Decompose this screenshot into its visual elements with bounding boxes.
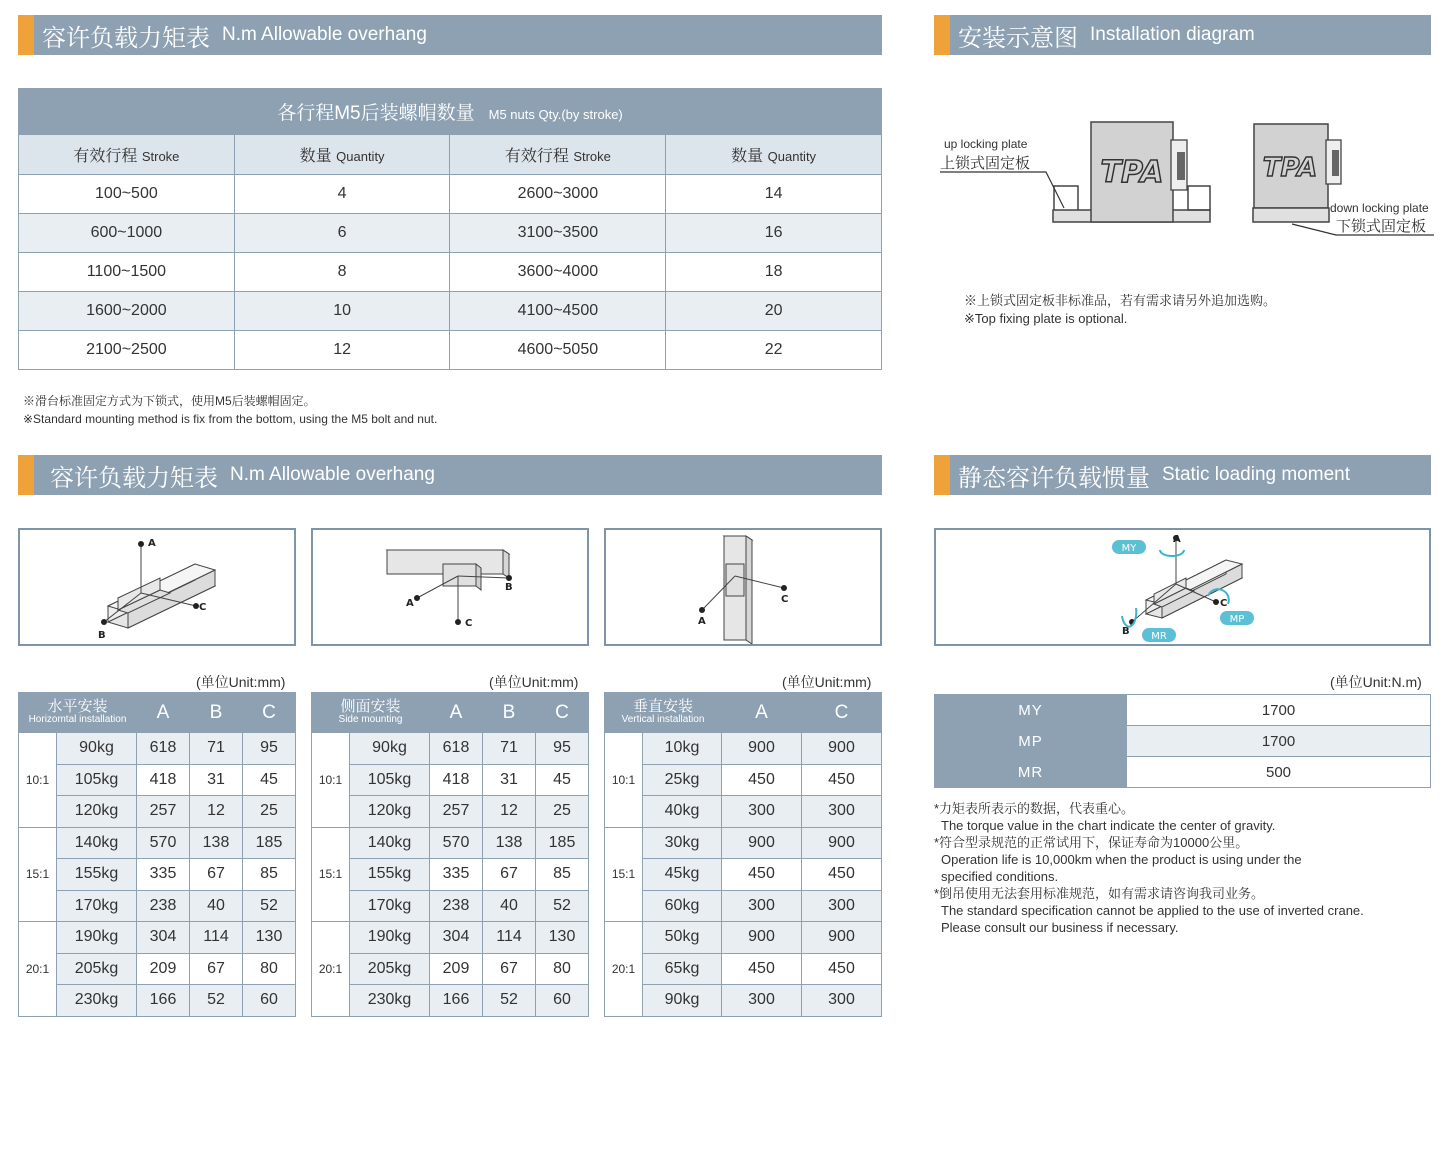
install-type-header: 侧面安装 Side mounting	[312, 693, 430, 733]
static-moment-notes	[934, 800, 1364, 936]
unit-label: (单位Unit:N.m)	[1330, 674, 1422, 690]
value-cell: 300	[722, 796, 802, 828]
table-row	[19, 953, 296, 985]
section-title-zh: 容许负载力矩表	[50, 463, 218, 492]
value-cell: 67	[483, 859, 536, 891]
value-cell: 900	[722, 827, 802, 859]
table-row	[19, 331, 882, 370]
value-cell: 300	[722, 890, 802, 922]
up-locking-slide	[940, 122, 1210, 222]
horizontal-mount-diagram	[18, 528, 296, 646]
value-cell: 12	[190, 796, 243, 828]
value-cell: 31	[190, 764, 243, 796]
table-row	[19, 253, 882, 292]
axis-b-label: B	[1122, 626, 1130, 637]
value-cell: 900	[802, 733, 882, 765]
table-row	[605, 859, 882, 891]
column-header: A	[430, 693, 483, 733]
table-row	[312, 890, 589, 922]
value-cell: 138	[483, 827, 536, 859]
load-cell: 10kg	[643, 733, 722, 765]
section-title-en: Static loading moment	[1162, 464, 1350, 485]
section-title-zh: 容许负载力矩表	[42, 23, 210, 52]
table-row	[935, 757, 1431, 788]
moment-key: MR	[935, 757, 1127, 788]
value-cell: 130	[536, 922, 589, 954]
table-row	[19, 796, 296, 828]
value-cell: 12	[483, 796, 536, 828]
side-mount-diagram	[311, 528, 589, 646]
table-row	[19, 985, 296, 1017]
note-en: Operation life is 10,000km when the product is using under the	[941, 852, 1302, 867]
section-title-en: N.m Allowable overhang	[230, 464, 435, 485]
value-cell: 67	[190, 953, 243, 985]
value-cell: 114	[483, 922, 536, 954]
svg-text:MY: MY	[1121, 543, 1137, 554]
table-cell: 4100~4500	[450, 292, 666, 331]
value-cell: 335	[137, 859, 190, 891]
table-row	[19, 292, 882, 331]
ratio-cell: 10:1	[312, 733, 350, 828]
static-moment-diagram	[934, 528, 1431, 646]
table-cell: 600~1000	[19, 214, 235, 253]
value-cell: 166	[137, 985, 190, 1017]
value-cell: 114	[190, 922, 243, 954]
value-cell: 25	[536, 796, 589, 828]
table-cell: 16	[666, 214, 882, 253]
header-quantity: 数量 Quantity	[234, 135, 450, 175]
horizontal-overhang-table	[18, 692, 296, 1017]
column-header: A	[722, 693, 802, 733]
value-cell: 300	[722, 985, 802, 1017]
load-cell: 30kg	[643, 827, 722, 859]
value-cell: 618	[430, 733, 483, 765]
value-cell: 67	[483, 953, 536, 985]
table-row	[605, 796, 882, 828]
table-row	[312, 922, 589, 954]
up-locking-label-zh: 上锁式固定板	[940, 154, 1031, 172]
table-header-row	[605, 693, 882, 733]
section-title-en: N.m Allowable overhang	[222, 24, 427, 45]
axis-a-label: A	[1173, 534, 1181, 545]
header-stroke: 有效行程 Stroke	[450, 135, 666, 175]
load-cell: 90kg	[57, 733, 137, 765]
table-cell: 20	[666, 292, 882, 331]
tpa-logo: TPA	[1262, 153, 1318, 183]
moment-key: MY	[935, 695, 1127, 726]
moment-value: 500	[1127, 757, 1431, 788]
load-cell: 170kg	[350, 890, 430, 922]
table-row	[19, 922, 296, 954]
load-cell: 170kg	[57, 890, 137, 922]
load-cell: 65kg	[643, 953, 722, 985]
value-cell: 418	[137, 764, 190, 796]
table-row	[935, 695, 1431, 726]
section-title-zh: 安装示意图	[958, 23, 1078, 52]
note-en: The torque value in the chart indicate the center of gravity.	[941, 818, 1276, 833]
table-row	[605, 953, 882, 985]
table-row	[605, 827, 882, 859]
value-cell: 450	[722, 953, 802, 985]
table-cell: 1600~2000	[19, 292, 235, 331]
static-moment-table	[934, 694, 1431, 788]
svg-text:MR: MR	[1151, 631, 1167, 642]
ratio-cell: 15:1	[312, 827, 350, 922]
nuts-quantity-table	[18, 88, 882, 370]
value-cell: 45	[243, 764, 296, 796]
value-cell: 52	[243, 890, 296, 922]
table-cell: 100~500	[19, 175, 235, 214]
value-cell: 40	[483, 890, 536, 922]
table-cell: 18	[666, 253, 882, 292]
value-cell: 238	[137, 890, 190, 922]
value-cell: 450	[802, 764, 882, 796]
value-cell: 304	[430, 922, 483, 954]
value-cell: 52	[536, 890, 589, 922]
ratio-cell: 20:1	[605, 922, 643, 1017]
table-cell: 12	[234, 331, 450, 370]
value-cell: 900	[802, 827, 882, 859]
table-row	[19, 175, 882, 214]
down-locking-label-zh: 下锁式固定板	[1336, 217, 1427, 235]
table-row	[312, 733, 589, 765]
install-type-header: 垂直安装 Vertical installation	[605, 693, 722, 733]
note-en: Please consult our business if necessary.	[941, 920, 1179, 935]
axis-c-label: C	[199, 602, 207, 613]
table-row	[312, 859, 589, 891]
value-cell: 80	[243, 953, 296, 985]
value-cell: 80	[536, 953, 589, 985]
value-cell: 450	[802, 859, 882, 891]
axis-c-label: C	[465, 618, 473, 629]
table-row	[312, 827, 589, 859]
axis-b-label: B	[98, 630, 106, 641]
value-cell: 209	[137, 953, 190, 985]
table-cell: 4	[234, 175, 450, 214]
load-cell: 45kg	[643, 859, 722, 891]
header-quantity: 数量 Quantity	[666, 135, 882, 175]
value-cell: 67	[190, 859, 243, 891]
ratio-cell: 20:1	[19, 922, 57, 1017]
note-zh: *力矩表所表示的数据，代表重心。	[934, 801, 1135, 816]
value-cell: 900	[722, 922, 802, 954]
table-row	[312, 985, 589, 1017]
table-row	[312, 796, 589, 828]
load-cell: 50kg	[643, 922, 722, 954]
load-cell: 190kg	[57, 922, 137, 954]
side-overhang-table	[311, 692, 589, 1017]
value-cell: 52	[483, 985, 536, 1017]
value-cell: 166	[430, 985, 483, 1017]
unit-label: (单位Unit:mm)	[196, 674, 286, 690]
column-header: C	[243, 693, 296, 733]
value-cell: 40	[190, 890, 243, 922]
table-row	[605, 764, 882, 796]
table-cell: 4600~5050	[450, 331, 666, 370]
unit-label: (单位Unit:mm)	[782, 674, 872, 690]
ratio-cell: 10:1	[19, 733, 57, 828]
table-row	[19, 859, 296, 891]
value-cell: 95	[536, 733, 589, 765]
load-cell: 140kg	[350, 827, 430, 859]
value-cell: 335	[430, 859, 483, 891]
svg-text:MP: MP	[1229, 614, 1245, 625]
note-zh: *符合型录规范的正常试用下，保证寿命为10000公里。	[934, 835, 1249, 850]
moment-value: 1700	[1127, 695, 1431, 726]
value-cell: 570	[430, 827, 483, 859]
table-row	[605, 733, 882, 765]
installation-diagram	[934, 100, 1446, 250]
value-cell: 85	[536, 859, 589, 891]
value-cell: 418	[430, 764, 483, 796]
section-header-static	[934, 455, 1431, 495]
section-header-overhang-bottom	[18, 455, 882, 495]
moment-value: 1700	[1127, 726, 1431, 757]
axis-c-label: C	[1220, 598, 1228, 609]
value-cell: 300	[802, 985, 882, 1017]
note-en: The standard specification cannot be applied to the use of inverted crane.	[941, 903, 1364, 918]
load-cell: 105kg	[350, 764, 430, 796]
load-cell: 90kg	[643, 985, 722, 1017]
value-cell: 450	[722, 764, 802, 796]
table-cell: 2600~3000	[450, 175, 666, 214]
table-row	[19, 827, 296, 859]
value-cell: 300	[802, 890, 882, 922]
load-cell: 90kg	[350, 733, 430, 765]
value-cell: 185	[536, 827, 589, 859]
ratio-cell: 15:1	[605, 827, 643, 922]
axis-a-label: A	[698, 616, 706, 627]
note-zh: *倒吊使用无法套用标准规范，如有需求请咨询我司业务。	[934, 886, 1265, 901]
column-header: B	[483, 693, 536, 733]
value-cell: 130	[243, 922, 296, 954]
section-header-install	[934, 15, 1431, 55]
table-cell: 10	[234, 292, 450, 331]
value-cell: 71	[483, 733, 536, 765]
table-cell: 3600~4000	[450, 253, 666, 292]
value-cell: 300	[802, 796, 882, 828]
table-cell: 6	[234, 214, 450, 253]
value-cell: 45	[536, 764, 589, 796]
install-type-header: 水平安装 Horizomtal installation	[19, 693, 137, 733]
up-locking-label-en: up locking plate	[944, 137, 1028, 151]
unit-label: (单位Unit:mm)	[489, 674, 579, 690]
axis-b-label: B	[505, 582, 513, 593]
column-header: B	[190, 693, 243, 733]
value-cell: 209	[430, 953, 483, 985]
load-cell: 230kg	[57, 985, 137, 1017]
vertical-mount-diagram	[604, 528, 882, 646]
value-cell: 257	[137, 796, 190, 828]
ratio-cell: 10:1	[605, 733, 643, 828]
value-cell: 71	[190, 733, 243, 765]
load-cell: 40kg	[643, 796, 722, 828]
table-row	[19, 764, 296, 796]
axis-c-label: C	[781, 594, 789, 605]
nuts-note: ※滑台标准固定方式为下锁式，使用M5后装螺帽固定。 ※Standard mounting method is fix from the bottom, using the M5 bolt and nut.	[23, 394, 438, 426]
value-cell: 618	[137, 733, 190, 765]
value-cell: 60	[243, 985, 296, 1017]
table-row	[605, 890, 882, 922]
ratio-cell: 20:1	[312, 922, 350, 1017]
section-title-en: Installation diagram	[1090, 24, 1255, 45]
table-cell: 3100~3500	[450, 214, 666, 253]
value-cell: 900	[802, 922, 882, 954]
nuts-table-title: 各行程M5后装螺帽数量 M5 nuts Qty.(by stroke)	[19, 89, 882, 135]
load-cell: 105kg	[57, 764, 137, 796]
value-cell: 138	[190, 827, 243, 859]
load-cell: 140kg	[57, 827, 137, 859]
table-cell: 2100~2500	[19, 331, 235, 370]
table-cell: 14	[666, 175, 882, 214]
down-locking-slide	[1253, 124, 1434, 235]
table-row	[605, 922, 882, 954]
value-cell: 85	[243, 859, 296, 891]
load-cell: 25kg	[643, 764, 722, 796]
value-cell: 60	[536, 985, 589, 1017]
note-en: specified conditions.	[941, 869, 1059, 884]
table-row	[935, 726, 1431, 757]
value-cell: 238	[430, 890, 483, 922]
value-cell: 257	[430, 796, 483, 828]
table-row	[19, 890, 296, 922]
load-cell: 230kg	[350, 985, 430, 1017]
load-cell: 120kg	[57, 796, 137, 828]
load-cell: 155kg	[57, 859, 137, 891]
axis-a-label: A	[148, 538, 156, 549]
section-header-overhang-top	[18, 15, 882, 55]
table-row	[19, 733, 296, 765]
load-cell: 120kg	[350, 796, 430, 828]
value-cell: 304	[137, 922, 190, 954]
table-header-row	[19, 693, 296, 733]
ratio-cell: 15:1	[19, 827, 57, 922]
load-cell: 60kg	[643, 890, 722, 922]
table-row	[312, 953, 589, 985]
table-row	[605, 985, 882, 1017]
down-locking-label-en: down locking plate	[1330, 201, 1429, 215]
value-cell: 450	[722, 859, 802, 891]
table-cell: 22	[666, 331, 882, 370]
tpa-logo: TPA	[1100, 155, 1164, 190]
table-row	[19, 214, 882, 253]
moment-key: MP	[935, 726, 1127, 757]
value-cell: 450	[802, 953, 882, 985]
value-cell: 31	[483, 764, 536, 796]
load-cell: 190kg	[350, 922, 430, 954]
table-row	[312, 764, 589, 796]
value-cell: 900	[722, 733, 802, 765]
value-cell: 185	[243, 827, 296, 859]
vertical-overhang-table	[604, 692, 882, 1017]
column-header: A	[137, 693, 190, 733]
value-cell: 570	[137, 827, 190, 859]
table-header-row	[312, 693, 589, 733]
install-note: ※上锁式固定板非标准品，若有需求请另外追加选购。 ※Top fixing plate is optional.	[964, 293, 1277, 326]
value-cell: 95	[243, 733, 296, 765]
table-cell: 1100~1500	[19, 253, 235, 292]
load-cell: 205kg	[57, 953, 137, 985]
load-cell: 155kg	[350, 859, 430, 891]
axis-a-label: A	[406, 598, 414, 609]
table-cell: 8	[234, 253, 450, 292]
value-cell: 25	[243, 796, 296, 828]
header-stroke: 有效行程 Stroke	[19, 135, 235, 175]
column-header: C	[802, 693, 882, 733]
column-header: C	[536, 693, 589, 733]
value-cell: 52	[190, 985, 243, 1017]
load-cell: 205kg	[350, 953, 430, 985]
section-title-zh: 静态容许负载惯量	[958, 463, 1150, 492]
